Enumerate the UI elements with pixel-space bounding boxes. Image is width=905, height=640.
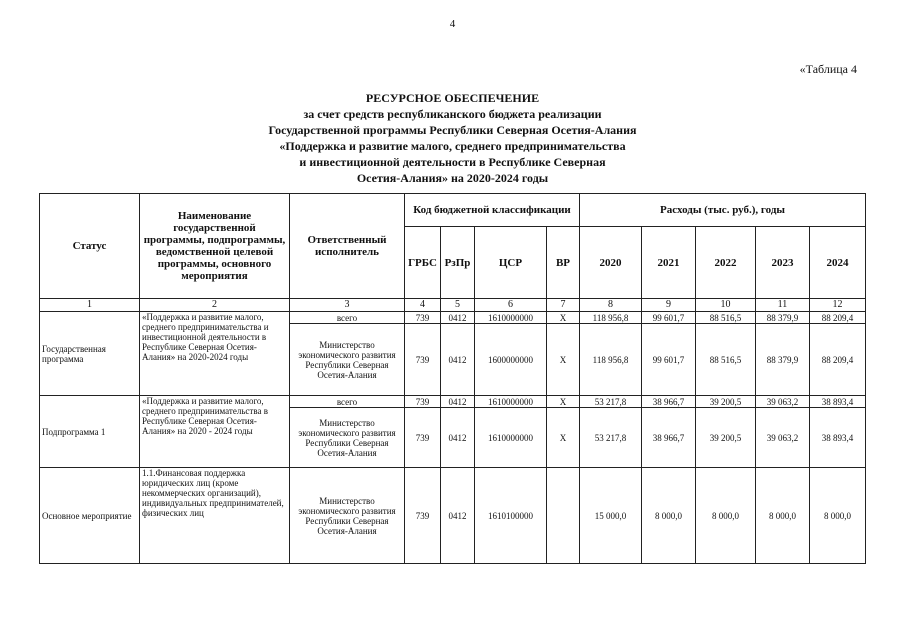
row-status: Государственная программа	[40, 312, 140, 396]
column-number: 10	[696, 299, 756, 312]
header-year-2020: 2020	[580, 227, 642, 299]
column-number: 8	[580, 299, 642, 312]
header-year-2021: 2021	[642, 227, 696, 299]
header-expense-group: Расходы (тыс. руб.), годы	[580, 194, 866, 227]
cell-csr: 1610000000	[475, 396, 547, 408]
cell-2023: 39 063,2	[756, 408, 810, 468]
cell-2020: 118 956,8	[580, 312, 642, 324]
header-year-2024: 2024	[810, 227, 866, 299]
header-name: Наименование государственной программы, подпрограммы, ведомственной целевой программы, основного мероприятия	[140, 194, 290, 299]
row-executor: Министерство экономического развития Республики Северная Осетия-Алания	[290, 468, 405, 564]
cell-2024: 38 893,4	[810, 408, 866, 468]
cell-grbs: 739	[405, 408, 441, 468]
cell-rzpr: 0412	[441, 396, 475, 408]
cell-vr	[547, 468, 580, 564]
column-number: 2	[140, 299, 290, 312]
column-number: 7	[547, 299, 580, 312]
cell-rzpr: 0412	[441, 408, 475, 468]
cell-2024: 8 000,0	[810, 468, 866, 564]
page-number: 4	[449, 18, 456, 30]
heading-line: РЕСУРСНОЕ ОБЕСПЕЧЕНИЕ	[365, 91, 540, 105]
cell-2020: 53 217,8	[580, 396, 642, 408]
row-name: 1.1.Финансовая поддержка юридических лиц (кроме некоммерческих организаций), индивидуальных предпринимателей, физических лиц	[140, 468, 290, 564]
column-number: 4	[405, 299, 441, 312]
cell-csr: 1610000000	[475, 408, 547, 468]
heading-line: за счет средств республиканского бюджета реализации	[303, 107, 602, 121]
cell-grbs: 739	[405, 396, 441, 408]
cell-2020: 53 217,8	[580, 408, 642, 468]
cell-grbs: 739	[405, 324, 441, 396]
header-code-group: Код бюджетной классификации	[405, 194, 580, 227]
cell-csr: 1610000000	[475, 312, 547, 324]
cell-2021: 99 601,7	[642, 324, 696, 396]
table-row	[40, 468, 866, 564]
column-number: 9	[642, 299, 696, 312]
cell-2021: 8 000,0	[642, 468, 696, 564]
heading-line: Осетия-Алания» на 2020-2024 годы	[356, 171, 549, 185]
header-csr: ЦСР	[475, 227, 547, 299]
heading-line: Государственной программы Республики Северная Осетия-Алания	[268, 123, 637, 137]
cell-2024: 88 209,4	[810, 312, 866, 324]
cell-2024: 88 209,4	[810, 324, 866, 396]
header-vr: ВР	[547, 227, 580, 299]
cell-2023: 88 379,9	[756, 312, 810, 324]
row-name: «Поддержка и развитие малого, среднего предпринимательства и инвестиционной деятельности в Республике Северная Осетия-Алания» на 2020-2024 годы	[140, 312, 290, 396]
column-number: 1	[40, 299, 140, 312]
cell-rzpr: 0412	[441, 312, 475, 324]
cell-2020: 15 000,0	[580, 468, 642, 564]
resource-table	[39, 193, 866, 564]
cell-vr: Х	[547, 312, 580, 324]
row-executor-total: всего	[290, 396, 405, 408]
cell-grbs: 739	[405, 312, 441, 324]
heading-line: «Поддержка и развитие малого, среднего предпринимательства	[279, 139, 626, 153]
column-number: 6	[475, 299, 547, 312]
row-executor: Министерство экономического развития Республики Северная Осетия-Алания	[290, 408, 405, 468]
cell-vr: Х	[547, 396, 580, 408]
cell-2022: 88 516,5	[696, 324, 756, 396]
row-status: Подпрограмма 1	[40, 396, 140, 468]
row-executor: Министерство экономического развития Республики Северная Осетия-Алания	[290, 324, 405, 396]
column-number: 12	[810, 299, 866, 312]
header-executor: Ответственный исполнитель	[290, 194, 405, 299]
row-name: «Поддержка и развитие малого, среднего предпринимательства в Республике Северная Осетия-Алания» на 2020 - 2024 годы	[140, 396, 290, 468]
cell-2021: 38 966,7	[642, 408, 696, 468]
cell-2022: 39 200,5	[696, 396, 756, 408]
cell-2020: 118 956,8	[580, 324, 642, 396]
column-number: 11	[756, 299, 810, 312]
cell-2023: 88 379,9	[756, 324, 810, 396]
cell-rzpr: 0412	[441, 468, 475, 564]
table-row	[40, 396, 866, 408]
column-number-row	[40, 299, 866, 312]
cell-2023: 8 000,0	[756, 468, 810, 564]
document-heading	[0, 90, 905, 186]
cell-2022: 39 200,5	[696, 408, 756, 468]
header-year-2023: 2023	[756, 227, 810, 299]
header-rzpr: РзПр	[441, 227, 475, 299]
cell-2021: 99 601,7	[642, 312, 696, 324]
column-number: 3	[290, 299, 405, 312]
header-year-2022: 2022	[696, 227, 756, 299]
header-grbs: ГРБС	[405, 227, 441, 299]
table-reference: «Таблица 4	[799, 62, 857, 76]
row-executor-total: всего	[290, 312, 405, 324]
cell-rzpr: 0412	[441, 324, 475, 396]
cell-grbs: 739	[405, 468, 441, 564]
heading-line: и инвестиционной деятельности в Республике Северная	[299, 155, 606, 169]
cell-csr: 1600000000	[475, 324, 547, 396]
row-status: Основное мероприятие	[40, 468, 140, 564]
cell-2022: 88 516,5	[696, 312, 756, 324]
cell-vr: Х	[547, 324, 580, 396]
header-status: Статус	[40, 194, 140, 299]
cell-2022: 8 000,0	[696, 468, 756, 564]
table-row	[40, 312, 866, 324]
cell-2024: 38 893,4	[810, 396, 866, 408]
column-number: 5	[441, 299, 475, 312]
cell-2021: 38 966,7	[642, 396, 696, 408]
cell-vr: Х	[547, 408, 580, 468]
cell-2023: 39 063,2	[756, 396, 810, 408]
cell-csr: 1610100000	[475, 468, 547, 564]
